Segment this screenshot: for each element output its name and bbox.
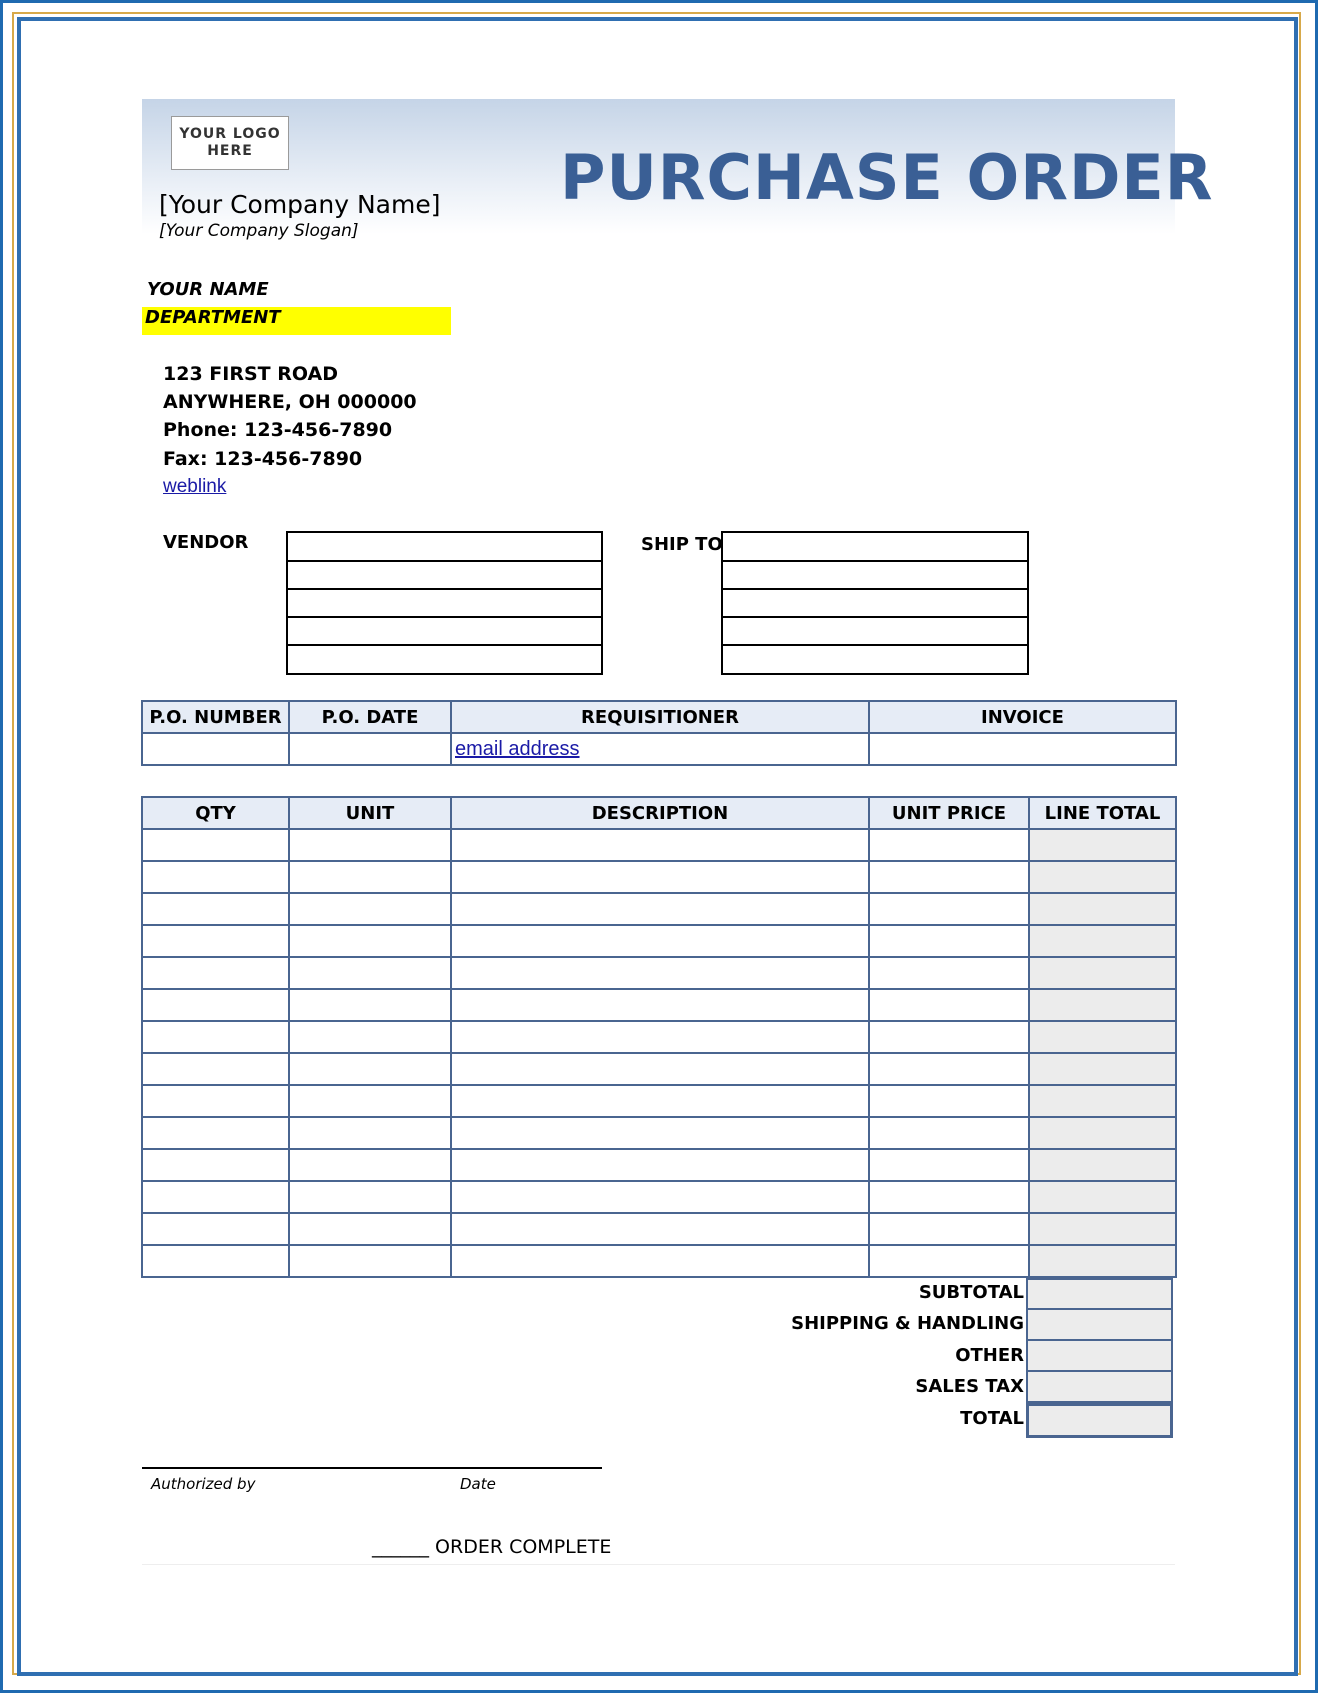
line-total-cell[interactable]	[1029, 989, 1176, 1021]
description-cell[interactable]	[451, 989, 869, 1021]
requisitioner-header: REQUISITIONER	[451, 701, 869, 733]
qty-cell[interactable]	[142, 1053, 289, 1085]
line-total-cell[interactable]	[1029, 1053, 1176, 1085]
qty-cell[interactable]	[142, 1117, 289, 1149]
line-total-cell[interactable]	[1029, 1149, 1176, 1181]
unit-cell[interactable]	[289, 1021, 451, 1053]
po-date-cell[interactable]	[289, 733, 451, 765]
unit-price-cell[interactable]	[869, 1053, 1029, 1085]
company-slogan: [Your Company Slogan]	[159, 221, 359, 241]
requisitioner-cell[interactable]	[451, 733, 869, 765]
your-name: YOUR NAME	[147, 279, 269, 300]
line-total-cell[interactable]	[1029, 1213, 1176, 1245]
description-cell[interactable]	[451, 925, 869, 957]
unit-price-cell[interactable]	[869, 893, 1029, 925]
table-row	[142, 1149, 1176, 1181]
qty-cell[interactable]	[142, 861, 289, 893]
line-total-cell[interactable]	[1029, 861, 1176, 893]
subtotal-label: SUBTOTAL	[918, 1282, 1024, 1303]
table-row	[142, 861, 1176, 893]
table-row	[142, 989, 1176, 1021]
table-row	[142, 1213, 1176, 1245]
unit-price-cell[interactable]	[869, 957, 1029, 989]
description-cell[interactable]	[451, 1117, 869, 1149]
table-row	[142, 925, 1176, 957]
company-name: [Your Company Name]	[159, 190, 441, 219]
unit-price-cell[interactable]	[869, 1149, 1029, 1181]
qty-cell[interactable]	[142, 829, 289, 861]
description-cell[interactable]	[451, 1053, 869, 1085]
sales-tax-label: SALES TAX	[915, 1376, 1024, 1397]
po-number-cell[interactable]	[142, 733, 289, 765]
unit-cell[interactable]	[289, 893, 451, 925]
qty-cell[interactable]	[142, 1021, 289, 1053]
authorized-by-label: Authorized by	[151, 1475, 256, 1493]
unit-cell[interactable]	[289, 1245, 451, 1277]
qty-cell[interactable]	[142, 925, 289, 957]
line-total-cell[interactable]	[1029, 1085, 1176, 1117]
unit-cell[interactable]	[289, 1213, 451, 1245]
bottom-rule	[142, 1564, 1175, 1565]
vendor-box[interactable]	[286, 531, 603, 675]
fax: Fax: 123-456-7890	[163, 448, 363, 470]
unit-price-cell[interactable]	[869, 1213, 1029, 1245]
qty-cell[interactable]	[142, 1149, 289, 1181]
description-cell[interactable]	[451, 1085, 869, 1117]
table-row	[142, 1085, 1176, 1117]
total-cell[interactable]	[1026, 1403, 1173, 1438]
table-row	[142, 1053, 1176, 1085]
unit-price-cell[interactable]	[869, 1021, 1029, 1053]
subtotal-cell[interactable]	[1026, 1278, 1173, 1310]
email-link[interactable]: email address	[455, 737, 580, 760]
table-row	[142, 893, 1176, 925]
qty-cell[interactable]	[142, 1181, 289, 1213]
unit-price-cell[interactable]	[869, 925, 1029, 957]
line-total-header: LINE TOTAL	[1029, 797, 1176, 829]
description-cell[interactable]	[451, 861, 869, 893]
line-items-table	[141, 796, 1177, 1278]
address-line-2: ANYWHERE, OH 000000	[163, 391, 417, 413]
unit-price-cell[interactable]	[869, 1245, 1029, 1277]
unit-price-cell[interactable]	[869, 829, 1029, 861]
table-row	[142, 829, 1176, 861]
unit-cell[interactable]	[289, 829, 451, 861]
line-total-cell[interactable]	[1029, 957, 1176, 989]
description-cell[interactable]	[451, 1021, 869, 1053]
unit-cell[interactable]	[289, 1053, 451, 1085]
unit-price-cell[interactable]	[869, 1085, 1029, 1117]
description-cell[interactable]	[451, 893, 869, 925]
po-date-header: P.O. DATE	[289, 701, 451, 733]
table-row	[142, 1021, 1176, 1053]
other-cell[interactable]	[1026, 1339, 1173, 1372]
date-label: Date	[460, 1475, 496, 1493]
description-header: DESCRIPTION	[451, 797, 869, 829]
other-label: OTHER	[955, 1345, 1024, 1366]
unit-cell[interactable]	[289, 1117, 451, 1149]
logo-placeholder: YOUR LOGO HERE	[171, 116, 289, 170]
invoice-header: INVOICE	[869, 701, 1176, 733]
line-total-cell[interactable]	[1029, 893, 1176, 925]
line-total-cell[interactable]	[1029, 1245, 1176, 1277]
order-complete: ______ ORDER COMPLETE	[372, 1536, 612, 1558]
sales-tax-cell[interactable]	[1026, 1370, 1173, 1403]
unit-cell[interactable]	[289, 957, 451, 989]
table-row	[142, 1245, 1176, 1277]
qty-cell[interactable]	[142, 989, 289, 1021]
unit-price-cell[interactable]	[869, 861, 1029, 893]
description-cell[interactable]	[451, 1181, 869, 1213]
unit-cell[interactable]	[289, 1085, 451, 1117]
description-cell[interactable]	[451, 829, 869, 861]
line-total-cell[interactable]	[1029, 925, 1176, 957]
ship-to-box[interactable]	[721, 531, 1029, 675]
qty-cell[interactable]	[142, 1085, 289, 1117]
ship-to-label: SHIP TO	[641, 534, 723, 555]
order-info-table	[141, 700, 1177, 766]
unit-price-header: UNIT PRICE	[869, 797, 1029, 829]
description-cell[interactable]	[451, 1245, 869, 1277]
shipping-cell[interactable]	[1026, 1308, 1173, 1341]
department: DEPARTMENT	[145, 307, 281, 328]
unit-cell[interactable]	[289, 1181, 451, 1213]
unit-cell[interactable]	[289, 1149, 451, 1181]
line-total-cell[interactable]	[1029, 1181, 1176, 1213]
qty-cell[interactable]	[142, 893, 289, 925]
unit-cell[interactable]	[289, 925, 451, 957]
table-row	[142, 957, 1176, 989]
unit-cell[interactable]	[289, 861, 451, 893]
qty-cell[interactable]	[142, 957, 289, 989]
line-total-cell[interactable]	[1029, 1117, 1176, 1149]
address-line-1: 123 FIRST ROAD	[163, 363, 338, 385]
qty-header: QTY	[142, 797, 289, 829]
signature-line	[142, 1467, 602, 1469]
line-total-cell[interactable]	[1029, 1021, 1176, 1053]
unit-header: UNIT	[289, 797, 451, 829]
phone: Phone: 123-456-7890	[163, 419, 393, 441]
unit-price-cell[interactable]	[869, 989, 1029, 1021]
description-cell[interactable]	[451, 1149, 869, 1181]
total-label: TOTAL	[960, 1408, 1024, 1429]
description-cell[interactable]	[451, 1213, 869, 1245]
unit-price-cell[interactable]	[869, 1117, 1029, 1149]
page-title: PURCHASE ORDER	[560, 141, 1214, 214]
po-number-header: P.O. NUMBER	[142, 701, 289, 733]
table-row	[142, 1181, 1176, 1213]
unit-cell[interactable]	[289, 989, 451, 1021]
weblink-link[interactable]: weblink	[163, 476, 227, 497]
shipping-label: SHIPPING & HANDLING	[791, 1313, 1024, 1334]
table-row	[142, 1117, 1176, 1149]
line-total-cell[interactable]	[1029, 829, 1176, 861]
vendor-label: VENDOR	[163, 532, 249, 553]
description-cell[interactable]	[451, 957, 869, 989]
invoice-cell[interactable]	[869, 733, 1176, 765]
qty-cell[interactable]	[142, 1245, 289, 1277]
qty-cell[interactable]	[142, 1213, 289, 1245]
unit-price-cell[interactable]	[869, 1181, 1029, 1213]
